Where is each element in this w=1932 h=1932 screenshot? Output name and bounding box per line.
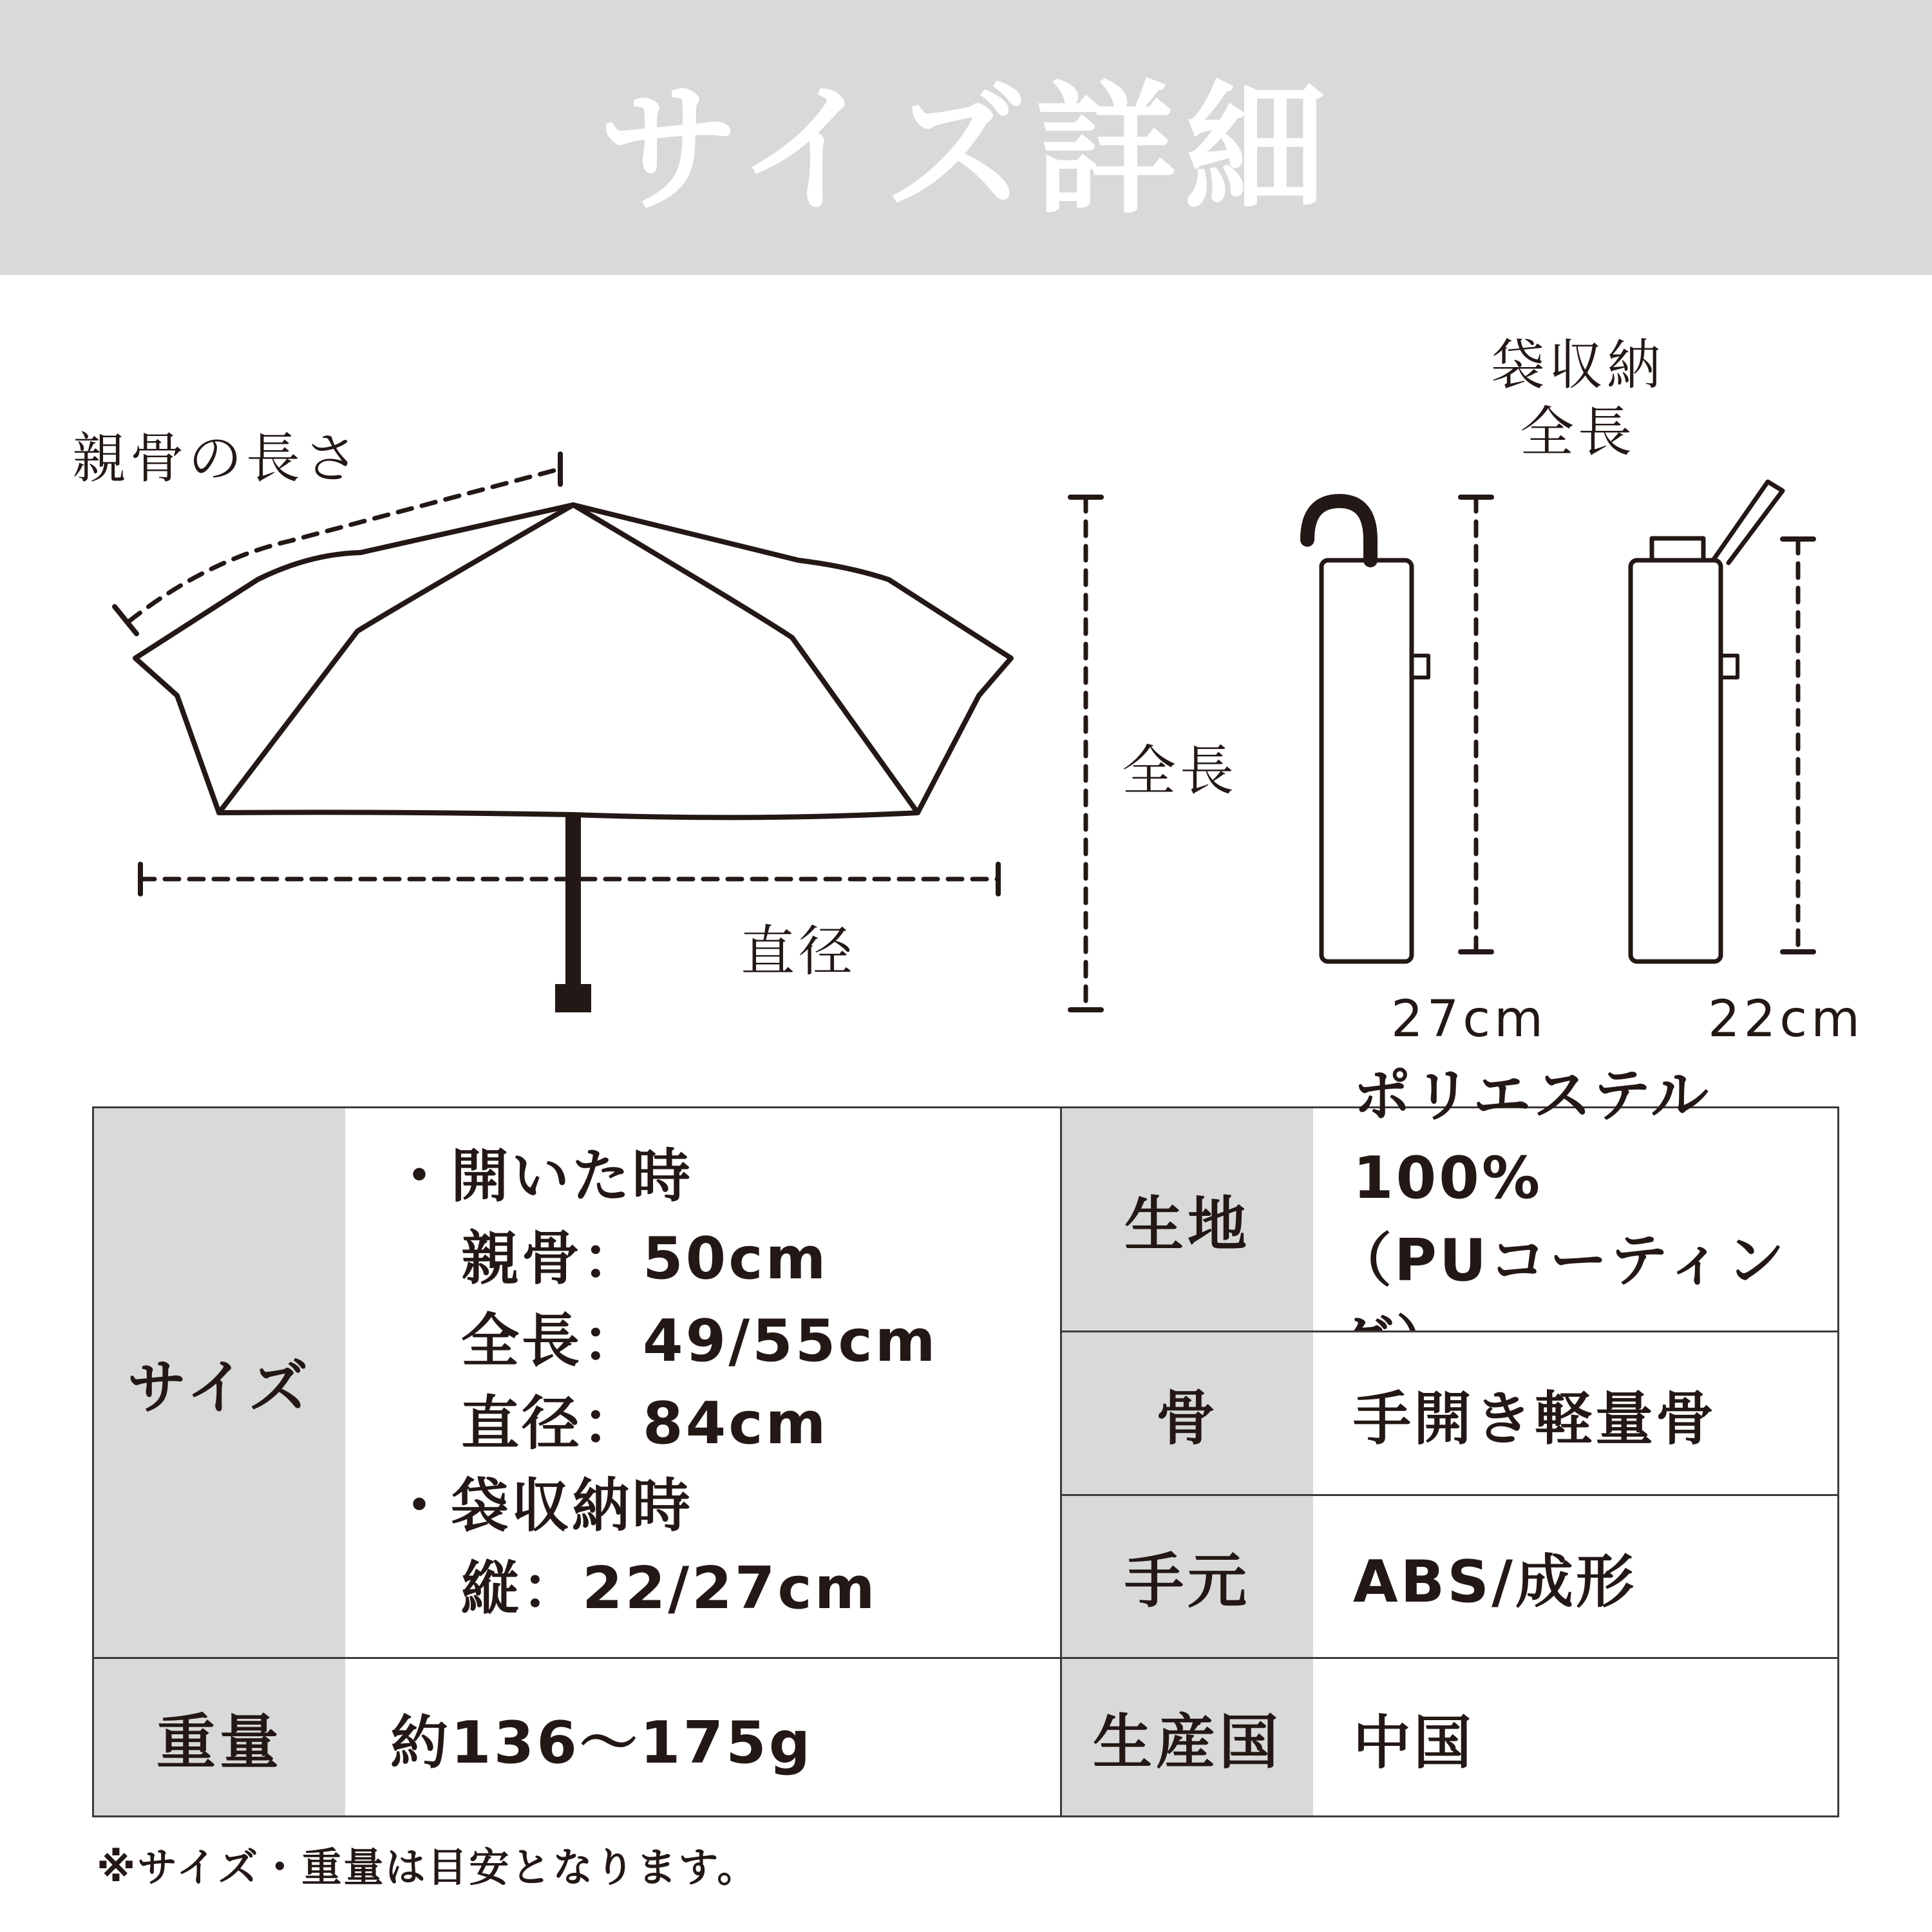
table-divider-center xyxy=(1060,1108,1062,1815)
rib-length-label: 親骨の長さ xyxy=(72,427,363,490)
frame-header: 骨 xyxy=(1062,1332,1313,1494)
size-rib: 親骨：50cm xyxy=(461,1225,829,1293)
handle-cap-b xyxy=(1652,538,1703,560)
fabric-value xyxy=(1313,1061,1837,1331)
size-vertical: 縦：22/27cm xyxy=(461,1555,878,1622)
stored-umbrella-a xyxy=(1321,560,1412,961)
fabric-header: 生地 xyxy=(1062,1108,1313,1331)
size-total: 全長：49/55cm xyxy=(461,1307,938,1375)
spec-table xyxy=(92,1061,1839,1817)
weight-header: 重量 xyxy=(94,1659,345,1815)
strap-tab-b xyxy=(1721,656,1738,677)
origin-header: 生産国 xyxy=(1062,1659,1313,1815)
hook-handle xyxy=(1307,501,1370,560)
table-divider-right-row3 xyxy=(1062,1657,1837,1659)
straight-handle-b xyxy=(1713,482,1783,563)
stored-label-line2: 全長 xyxy=(1519,401,1636,464)
umbrella-canopy xyxy=(135,505,1011,817)
footnote: ※サイズ・重量は目安となります。 xyxy=(97,1844,759,1891)
umbrella-inner-rib-right xyxy=(573,505,918,813)
strap-tab-a xyxy=(1412,656,1428,677)
origin-value: 中国 xyxy=(1313,1659,1837,1815)
weight-value: 約136〜175g xyxy=(345,1659,1060,1815)
size-open-title: ・開いた時 xyxy=(390,1142,693,1210)
size-header: サイズ xyxy=(94,1108,345,1657)
frame-value: 手開き軽量骨 xyxy=(1313,1332,1837,1494)
header-banner xyxy=(0,0,1932,275)
diameter-label: 直径 xyxy=(741,920,857,983)
fabric-value-line1: ポリエステル100% xyxy=(1353,1061,1711,1212)
handle-value: ABS/成形 xyxy=(1313,1496,1837,1657)
stored-label-line1: 袋収納 xyxy=(1490,334,1665,397)
umbrella-grip xyxy=(555,984,591,1012)
table-divider-right-row2 xyxy=(1062,1494,1837,1496)
umbrella-shaft xyxy=(565,815,581,985)
table-divider-right-row1 xyxy=(1062,1331,1837,1332)
size-values xyxy=(345,1108,1060,1657)
page-title: サイズ詳細 xyxy=(598,67,1334,232)
stored-length-a-value: 27cm xyxy=(1391,990,1548,1048)
fabric-value-line2: （PUコーティン xyxy=(1334,1226,1787,1294)
handle-header: 手元 xyxy=(1062,1496,1313,1657)
size-diameter: 直径：84cm xyxy=(461,1390,829,1457)
stored-length-label xyxy=(1475,332,1681,466)
stored-length-b-value: 22cm xyxy=(1708,990,1864,1048)
stored-umbrella-b xyxy=(1631,560,1721,961)
umbrella-inner-rib-left xyxy=(219,505,573,813)
table-divider-left-row xyxy=(94,1657,1060,1659)
total-length-label: 全長 xyxy=(1122,739,1238,802)
size-stored-title: ・袋収納時 xyxy=(390,1472,693,1540)
